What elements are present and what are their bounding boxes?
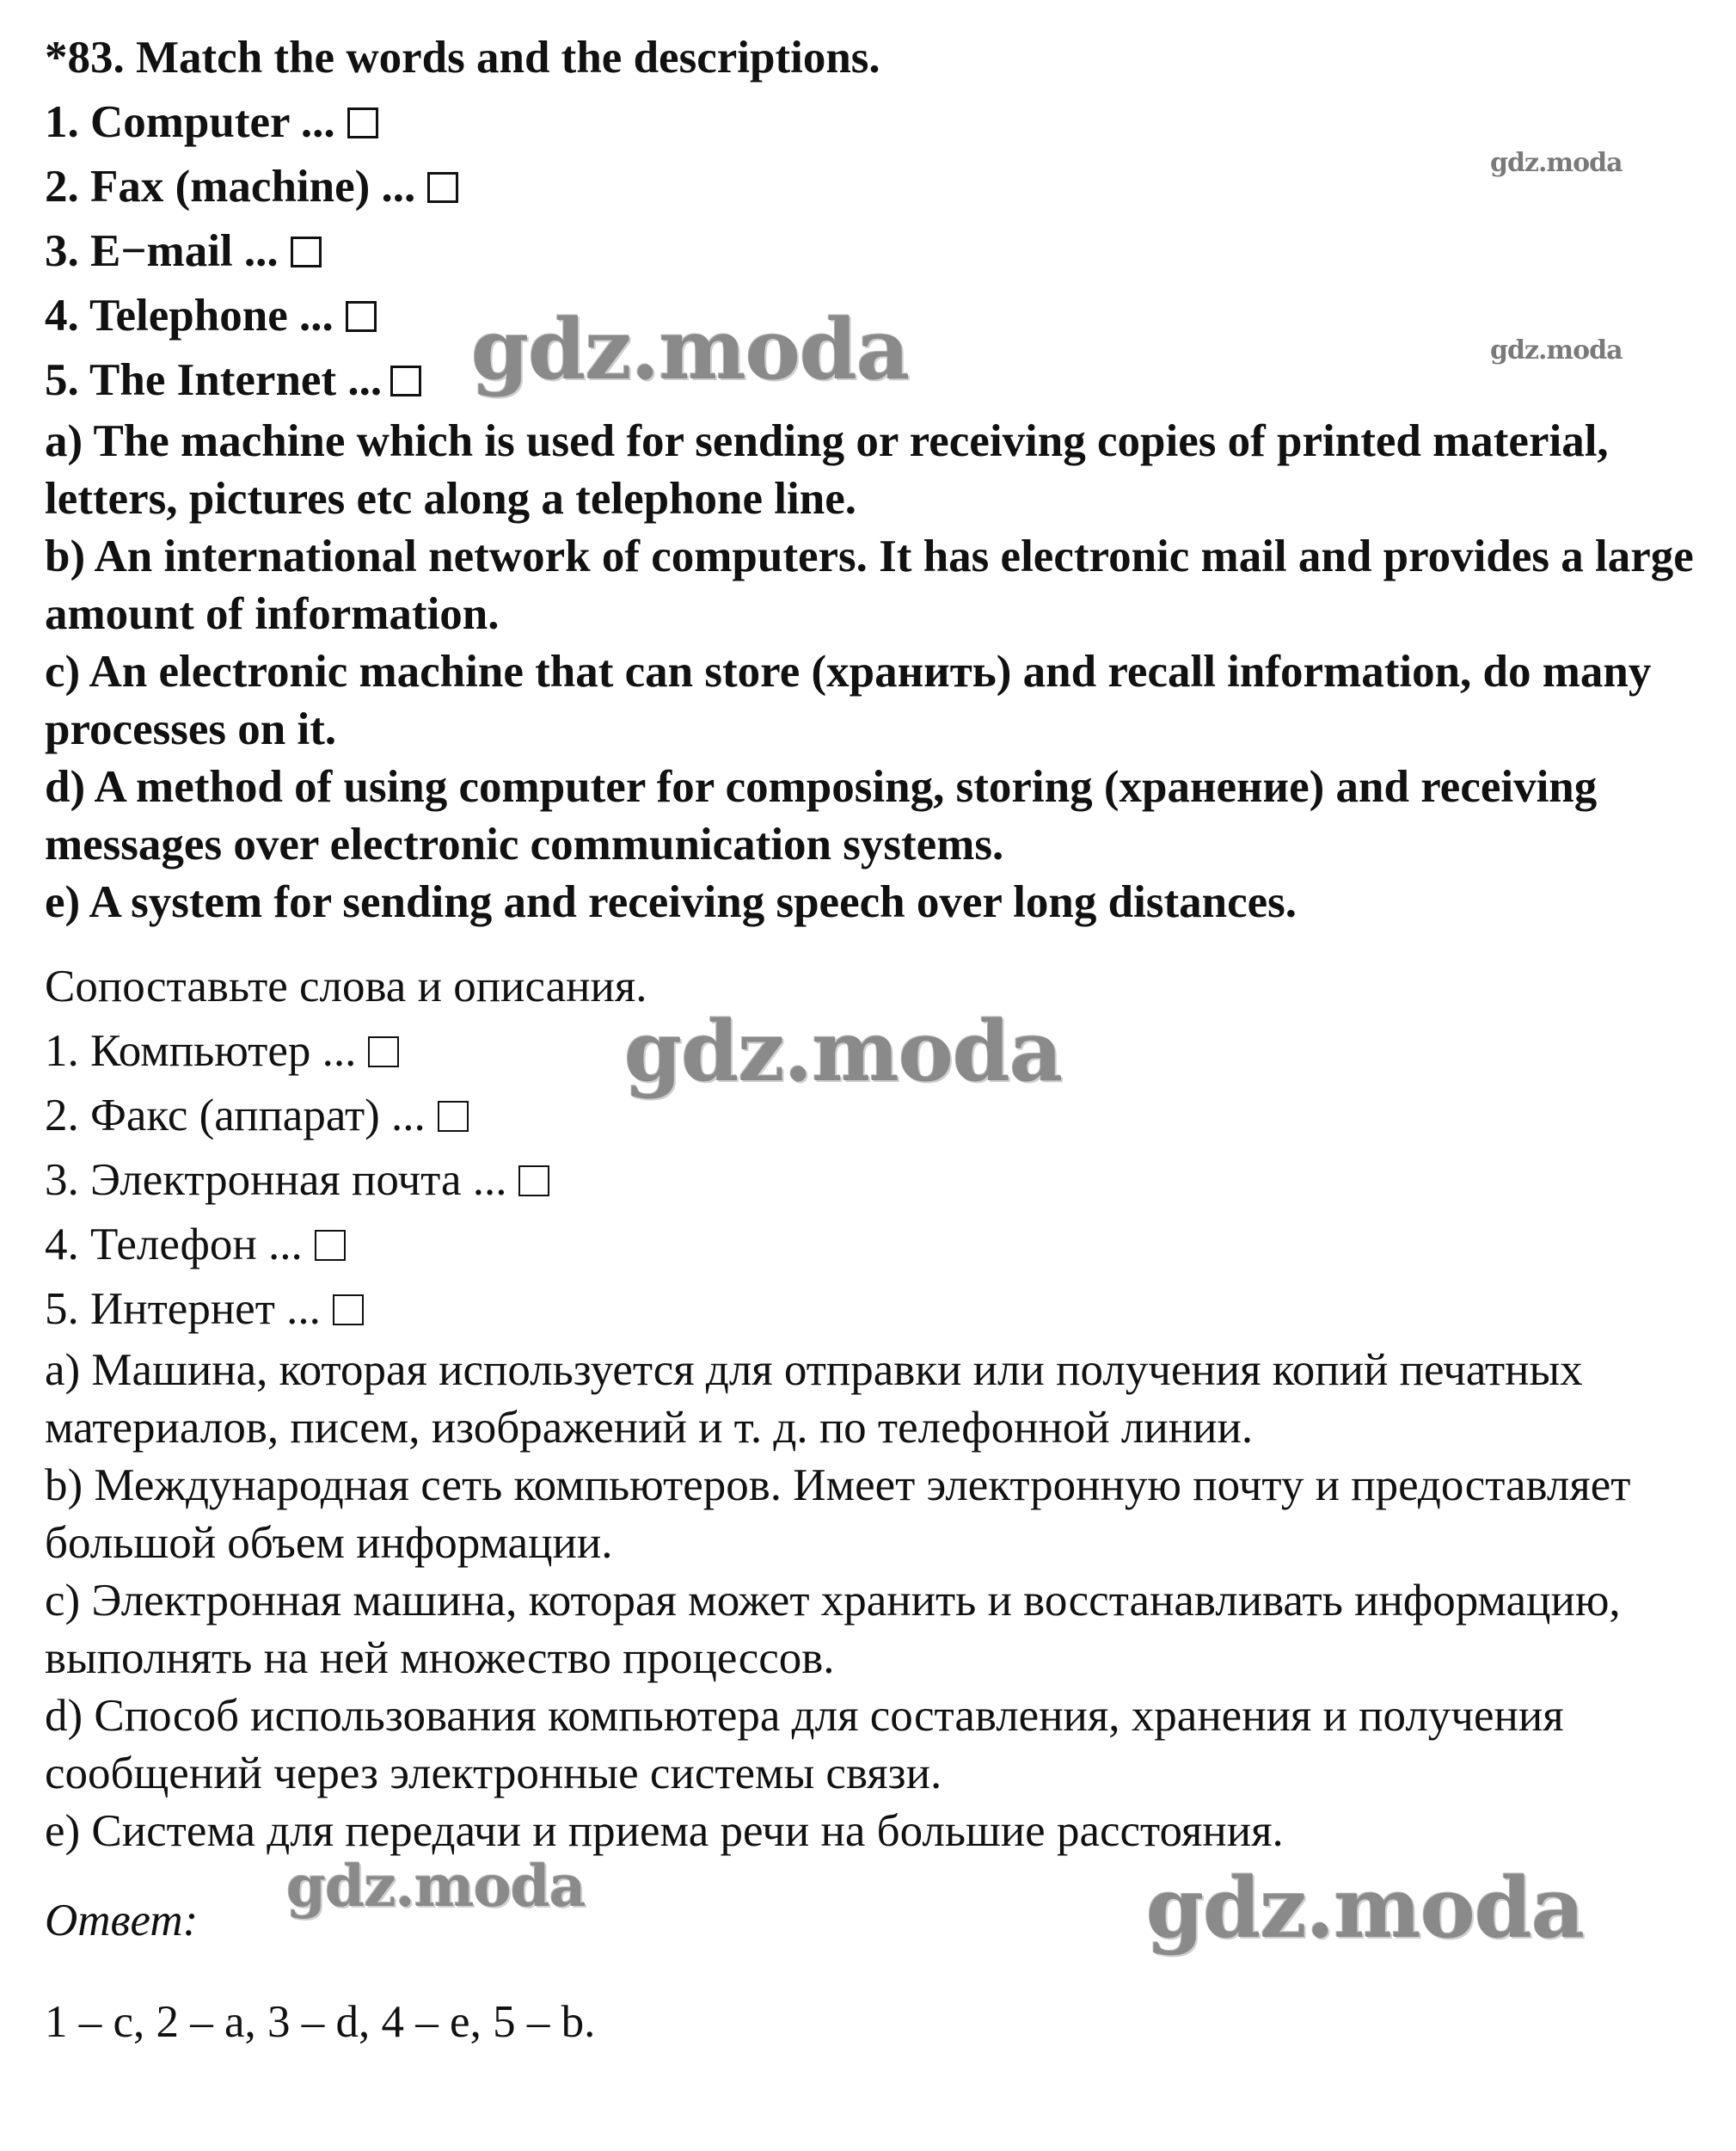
ru-description-c: c) Электронная машина, которая может хранить и восстанавливать информацию, выполнять на ней множество процессов. [45,1576,1621,1683]
ru-word-item-label: 3. Электронная почта ... [45,1155,507,1205]
watermark-small-2: gdz.moda [1490,335,1623,366]
word-item-label: 3. E−mail ... [45,226,279,276]
ru-answer-box[interactable] [368,1036,399,1067]
ru-word-item-4 [45,1213,1704,1277]
answer-box[interactable] [291,237,322,267]
answer-box[interactable] [427,172,458,203]
ru-word-item-label: 1. Компьютер ... [45,1026,357,1076]
ru-description-e: e) Система для передачи и приема речи на большие расстояния. [45,1806,1284,1856]
word-item-1 [45,90,1704,155]
word-item-label: 5. The Internet ... [45,355,383,405]
ru-description-a: a) Машина, которая используется для отправки или получения копий печатных материалов, писем, изображений и т. д. по телефонной линии. [45,1345,1583,1453]
ru-word-item-label: 2. Факс (аппарат) ... [45,1091,426,1140]
ru-description-b: b) Международная сеть компьютеров. Имеет электронную почту и предоставляет большой объем информации. [45,1460,1631,1568]
word-item-label: 4. Telephone ... [45,291,334,341]
watermark-large-2: gdz.moda [624,1003,1063,1100]
ru-answer-box[interactable] [438,1101,469,1132]
exercise-title: *83. Match the words and the descriptions. [45,33,880,83]
watermark-small-1: gdz.moda [1490,148,1623,178]
word-item-label: 2. Fax (machine) ... [45,162,416,212]
ru-description-d: d) Способ использования компьютера для составления, хранения и получения сообщений через электронные системы связи. [45,1691,1564,1798]
word-item-2 [45,155,1704,219]
description-d: d) A method of using computer for composing, storing (хранение) and receiving messages over electronic communication systems. [45,762,1598,870]
description-e: e) A system for sending and receiving speech over long distances. [45,877,1297,927]
watermark-large-3: gdz.moda [1146,1859,1585,1957]
answer-box[interactable] [347,108,378,138]
word-item-label: 1. Computer ... [45,97,335,147]
word-item-3 [45,219,1704,284]
ru-answer-box[interactable] [518,1165,549,1196]
watermark-large-1: gdz.moda [471,301,910,398]
description-c: c) An electronic machine that can store (хранить) and recall information, do many processes on it. [45,647,1652,754]
ru-word-item-3 [45,1148,1704,1213]
answer-box[interactable] [346,301,377,332]
answer-label: Ответ: [45,1896,199,1945]
answer-text: 1 – c, 2 – a, 3 – d, 4 – e, 5 – b. [45,1997,596,2047]
ru-word-item-label: 5. Интернет ... [45,1284,321,1334]
ru-word-item-label: 4. Телефон ... [45,1220,303,1269]
answer-box[interactable] [390,366,421,396]
ru-answer-box[interactable] [315,1230,346,1261]
watermark-medium: gdz.moda [286,1853,586,1920]
ru-word-item-5 [45,1277,1704,1342]
description-a: a) The machine which is used for sending or receiving copies of printed material, letters, pictures etc along a telephone line. [45,416,1609,524]
ru-answer-box[interactable] [333,1294,364,1325]
description-b: b) An international network of computers. It has electronic mail and provides a large amount of information. [45,532,1694,639]
russian-title: Сопоставьте слова и описания. [45,962,647,1011]
english-section [45,26,1704,931]
